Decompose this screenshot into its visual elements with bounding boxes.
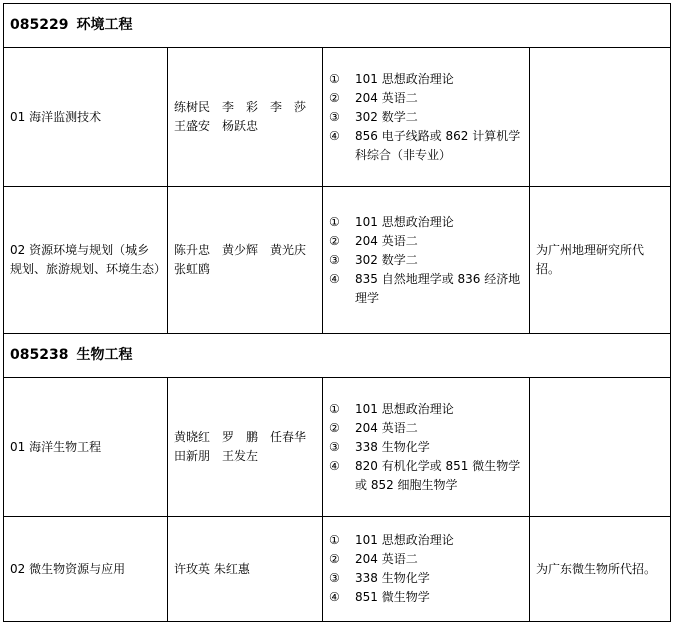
course-item <box>329 588 523 607</box>
research-direction: 01 海洋监测技术 <box>4 48 168 187</box>
table-row <box>4 187 671 334</box>
course-number: ④ <box>329 128 340 143</box>
course-text: 101 思想政治理论 <box>355 214 454 229</box>
exam-subjects <box>323 48 530 187</box>
research-direction: 01 海洋生物工程 <box>4 378 168 517</box>
course-text: 204 英语二 <box>355 552 418 566</box>
course-number: ④ <box>329 458 340 473</box>
course-number: ① <box>329 533 340 547</box>
course-text: 101 思想政治理论 <box>355 401 454 416</box>
remarks: 为广东微生物所代招。 <box>530 517 671 622</box>
course-text: 302 数学二 <box>355 252 418 267</box>
table-row <box>4 48 671 187</box>
course-item <box>329 251 523 270</box>
supervisors: 练树民 李 彩 李 莎 王盛安 杨跃忠 <box>168 48 323 187</box>
course-item <box>329 270 523 308</box>
supervisors: 黄晓红 罗 鹏 任春华 田新朋 王发左 <box>168 378 323 517</box>
course-item <box>329 400 523 419</box>
course-number: ① <box>329 214 340 229</box>
course-item <box>329 213 523 232</box>
course-item <box>329 89 523 108</box>
remarks <box>530 378 671 517</box>
course-text: 851 微生物学 <box>355 590 430 604</box>
table-row <box>4 378 671 517</box>
program-table <box>3 3 671 622</box>
course-item <box>329 531 523 550</box>
course-item <box>329 108 523 127</box>
section-name: 环境工程 <box>76 17 133 33</box>
section-header <box>4 334 671 378</box>
research-direction: 02 资源环境与规划（城乡规划、旅游规划、环境生态） <box>4 187 168 334</box>
section-code: 085238 <box>10 347 69 363</box>
supervisors: 许玫英 朱红惠 <box>168 517 323 622</box>
exam-subjects <box>323 187 530 334</box>
section-header <box>4 4 671 48</box>
course-number: ② <box>329 233 340 248</box>
course-item <box>329 419 523 438</box>
course-text: 204 英语二 <box>355 233 418 248</box>
course-number: ② <box>329 552 340 566</box>
course-text: 101 思想政治理论 <box>355 71 454 86</box>
supervisors: 陈升忠 黄少辉 黄光庆 张虹鸥 <box>168 187 323 334</box>
course-number: ③ <box>329 252 340 267</box>
course-text: 101 思想政治理论 <box>355 533 454 547</box>
course-number: ③ <box>329 439 340 454</box>
course-list <box>329 400 523 495</box>
section-name: 生物工程 <box>76 347 133 363</box>
remarks: 为广州地理研究所代招。 <box>530 187 671 334</box>
course-item <box>329 232 523 251</box>
course-text: 302 数学二 <box>355 109 418 124</box>
course-number: ① <box>329 401 340 416</box>
course-list <box>329 531 523 607</box>
course-number: ④ <box>329 271 340 286</box>
course-text: 835 自然地理学或 836 经济地理学 <box>355 271 521 305</box>
course-item <box>329 70 523 89</box>
course-number: ③ <box>329 109 340 124</box>
table-row <box>4 517 671 622</box>
course-number: ① <box>329 71 340 86</box>
remarks <box>530 48 671 187</box>
course-list <box>329 70 523 165</box>
section-title <box>4 4 671 48</box>
course-text: 204 英语二 <box>355 420 418 435</box>
course-text: 338 生物化学 <box>355 439 430 454</box>
course-text: 820 有机化学或 851 微生物学或 852 细胞生物学 <box>355 458 521 492</box>
course-item <box>329 550 523 569</box>
exam-subjects <box>323 378 530 517</box>
research-direction: 02 微生物资源与应用 <box>4 517 168 622</box>
course-number: ② <box>329 90 340 105</box>
course-number: ④ <box>329 590 340 604</box>
course-item <box>329 127 523 165</box>
course-item <box>329 569 523 588</box>
course-item <box>329 457 523 495</box>
exam-subjects <box>323 517 530 622</box>
course-list <box>329 213 523 308</box>
course-text: 338 生物化学 <box>355 571 430 585</box>
course-text: 856 电子线路或 862 计算机学科综合（非专业） <box>355 128 521 162</box>
course-item <box>329 438 523 457</box>
course-number: ③ <box>329 571 340 585</box>
course-text: 204 英语二 <box>355 90 418 105</box>
section-code: 085229 <box>10 17 69 33</box>
section-title <box>4 334 671 378</box>
course-number: ② <box>329 420 340 435</box>
